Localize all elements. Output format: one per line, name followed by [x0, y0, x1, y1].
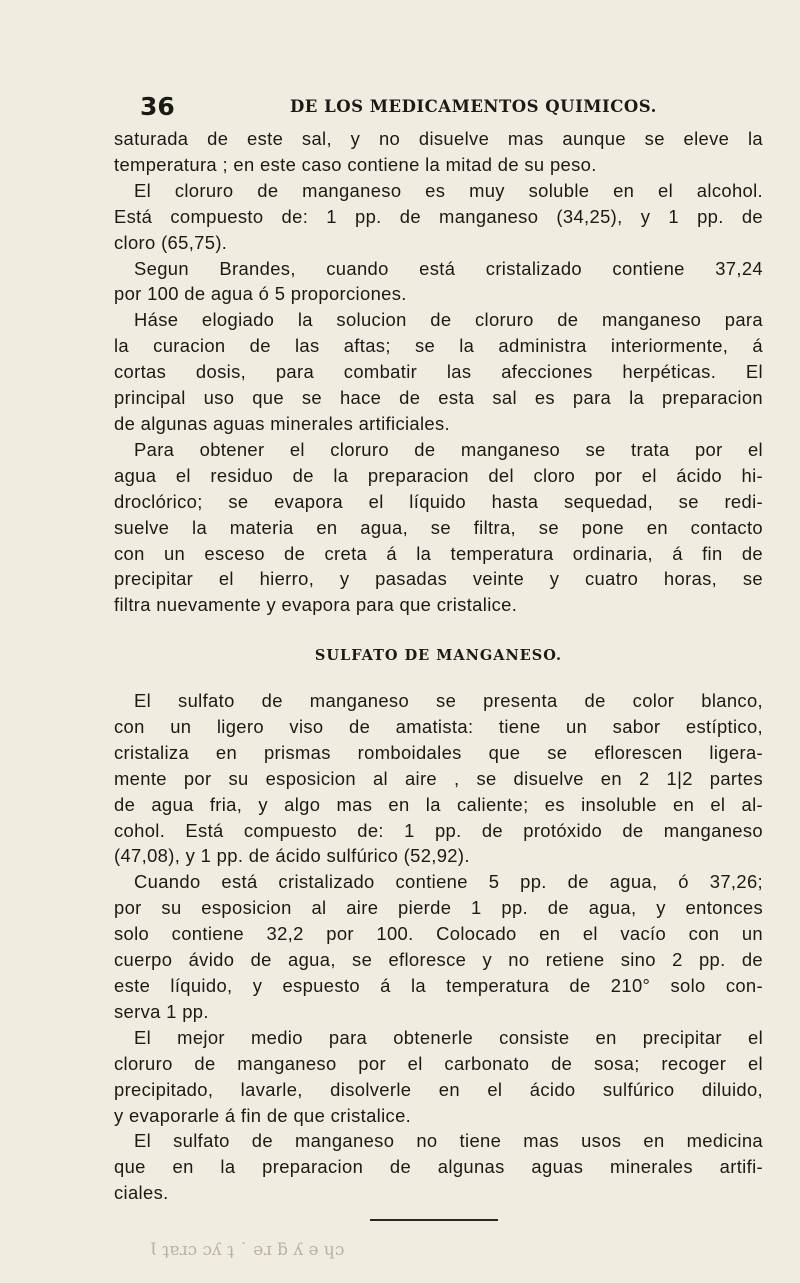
text-line: de agua fria, y algo mas en la caliente; es insoluble en el al-: [114, 793, 763, 815]
text-line: con un ligero viso de amatista: tiene un sabor estíptico,: [114, 715, 763, 737]
text-line: suelve la materia en agua, se filtra, se pone en contacto: [114, 516, 763, 538]
text-line: solo contiene 32,2 por 100. Colocado en el vacío con un: [114, 923, 763, 945]
text-line: droclórico; se evapora el líquido hasta sequedad, se redi-: [114, 490, 763, 512]
text-line: Está compuesto de: 1 pp. de manganeso (34,25), y 1 pp. de: [114, 205, 763, 227]
page-number: 36: [140, 92, 175, 121]
text-line: Cuando está cristalizado contiene 5 pp. de agua, ó 37,26;: [134, 871, 763, 893]
text-line: filtra nuevamente y evapora para que cristalice.: [114, 594, 518, 616]
text-line: cortas dosis, para combatir las afecciones herpéticas. El: [114, 361, 763, 383]
running-head: DE LOS MEDICAMENTOS QUIMICOS.: [290, 97, 657, 116]
text-line: que en la preparacion de algunas aguas minerales artifi-: [114, 1156, 763, 1178]
text-line: con un esceso de creta á la temperatura ordinaria, á fin de: [114, 542, 763, 564]
text-line: cristaliza en prismas romboidales que se eflorescen ligera-: [114, 741, 763, 763]
text-line: Háse elogiado la solucion de cloruro de manganeso para: [134, 309, 763, 331]
text-line: El sulfato de manganeso se presenta de color blanco,: [134, 690, 763, 711]
page-header: [126, 92, 762, 122]
text-line: este líquido, y espuesto á la temperatura de 210° solo con-: [114, 974, 763, 996]
text-block-chloride: [114, 126, 763, 618]
text-line: cloruro de manganeso por el carbonato de sosa; recoger el: [114, 1052, 763, 1074]
text-line: El mejor medio para obtenerle consiste en precipitar el: [134, 1026, 763, 1048]
text-line: Para obtener el cloruro de manganeso se trata por el: [134, 438, 763, 460]
text-line: precipitar el hierro, y pasadas veinte y cuatro horas, se: [114, 568, 763, 590]
text-line: cuerpo ávido de agua, se efloresce y no retiene sino 2 pp. de: [114, 949, 763, 971]
text-line: El cloruro de manganeso es muy soluble en el alcohol.: [134, 179, 763, 201]
text-line: y evaporarle á fin de que cristalice.: [114, 1104, 412, 1126]
text-line: mente por su esposicion al aire , se disuelve en 2 1|2 partes: [114, 767, 763, 789]
text-line: (47,08), y 1 pp. de ácido sulfúrico (52,92).: [114, 845, 470, 867]
text-line: agua el residuo de la preparacion del cloro por el ácido hi-: [114, 464, 763, 486]
text-line: saturada de este sal, y no disuelve mas aunque se eleve la: [114, 128, 763, 149]
text-line: temperatura ; en este caso contiene la mitad de su peso.: [114, 153, 597, 175]
text-line: de algunas aguas minerales artificiales.: [114, 412, 451, 434]
text-line: principal uso que se hace de esta sal es para la preparacion: [114, 387, 763, 409]
text-line: por 100 de agua ó 5 proporciones.: [114, 283, 407, 305]
bleed-through-text: Ɩ ʇɐɹɔ ɔʎ ʇ ˙ ǝɹ ƃ ʎ ǝ ɥɔ: [150, 1240, 345, 1260]
text-line: precipitado, lavarle, disolverle en el ácido sulfúrico diluido,: [114, 1078, 763, 1100]
section-heading: SULFATO DE MANGANESO.: [314, 647, 563, 664]
text-line: cloro (65,75).: [114, 231, 228, 253]
text-line: El sulfato de manganeso no tiene mas usos en medicina: [134, 1130, 763, 1152]
text-line: Segun Brandes, cuando está cristalizado contiene 37,24: [134, 257, 763, 279]
text-line: ciales.: [114, 1182, 169, 1204]
text-line: la curacion de las aftas; se la administra interiormente, á: [114, 335, 763, 357]
text-line: serva 1 pp.: [114, 1000, 209, 1022]
text-block-sulfate: [114, 688, 763, 1206]
text-line: cohol. Está compuesto de: 1 pp. de protóxido de manganeso: [114, 819, 763, 841]
end-rule: [370, 1219, 498, 1221]
text-line: por su esposicion al aire pierde 1 pp. de agua, y entonces: [114, 897, 763, 919]
